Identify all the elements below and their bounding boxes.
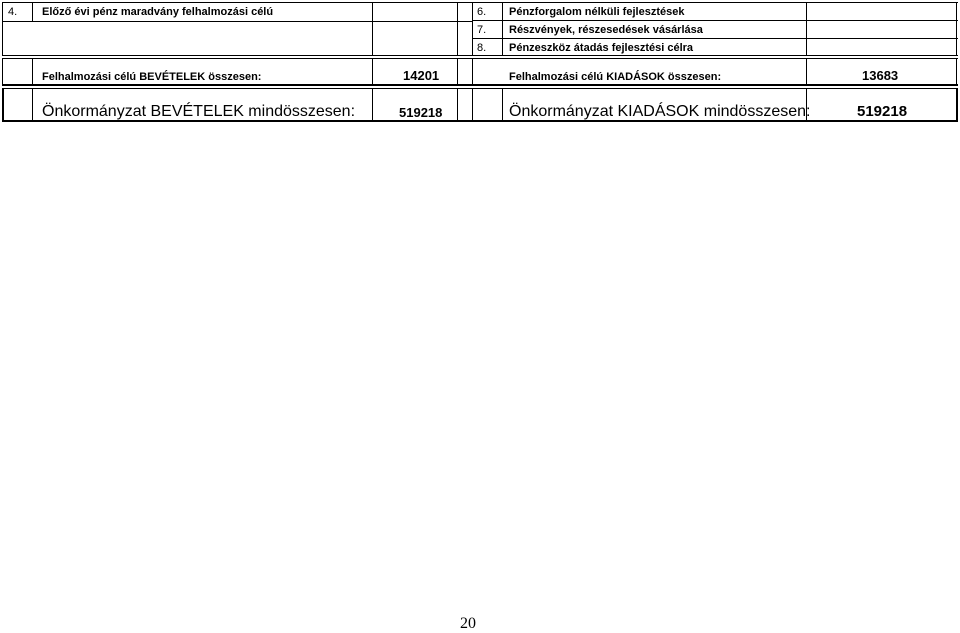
expense-subtotal-label: Felhalmozási célú KIADÁSOK összesen: (509, 71, 722, 83)
col-border (956, 88, 958, 122)
expense-total-label: Önkormányzat KIADÁSOK mindösszesen: (509, 103, 811, 120)
col-border (472, 58, 473, 86)
row-border (2, 55, 958, 56)
col-border (457, 88, 458, 122)
row-label: Részvények, részesedések vásárlása (509, 24, 703, 36)
expense-subtotal-value: 13683 (862, 68, 899, 83)
row-number: 6. (477, 6, 487, 18)
subtotal-border-bottom (2, 84, 958, 86)
col-border (457, 2, 458, 56)
row-number: 4. (8, 6, 18, 18)
col-border (372, 88, 373, 122)
row-border (472, 38, 958, 39)
income-total-label: Önkormányzat BEVÉTELEK mindösszesen: (42, 103, 356, 120)
row-border (2, 21, 472, 22)
col-border (502, 88, 503, 122)
total-border-top (2, 88, 958, 89)
row-border (472, 20, 958, 21)
col-border (956, 2, 957, 56)
col-border (2, 88, 4, 122)
col-border (502, 2, 503, 56)
col-border (457, 58, 458, 86)
col-border (956, 58, 957, 86)
col-border (32, 58, 33, 86)
page-number: 20 (460, 615, 476, 632)
col-border (2, 2, 3, 56)
row-border-top (2, 2, 958, 3)
col-border (32, 2, 33, 22)
row-label: Előző évi pénz maradvány felhalmozási célú (42, 6, 274, 18)
row-number: 8. (477, 42, 487, 54)
col-border (806, 58, 807, 86)
col-border (2, 58, 3, 86)
row-label: Pénzeszköz átadás fejlesztési célra (509, 42, 694, 54)
col-border (372, 2, 373, 56)
col-border (372, 58, 373, 86)
col-border (32, 88, 33, 122)
income-subtotal-value: 14201 (403, 68, 440, 83)
row-number: 7. (477, 24, 487, 36)
budget-table (0, 0, 960, 130)
col-border (472, 88, 473, 122)
income-total-value: 519218 (399, 105, 443, 120)
expense-total-value: 519218 (857, 103, 908, 120)
col-border (472, 2, 473, 56)
subtotal-border-top (2, 58, 958, 59)
income-subtotal-label: Felhalmozási célú BEVÉTELEK összesen: (42, 71, 262, 83)
col-border (806, 2, 807, 56)
row-label: Pénzforgalom nélküli fejlesztések (509, 6, 685, 18)
